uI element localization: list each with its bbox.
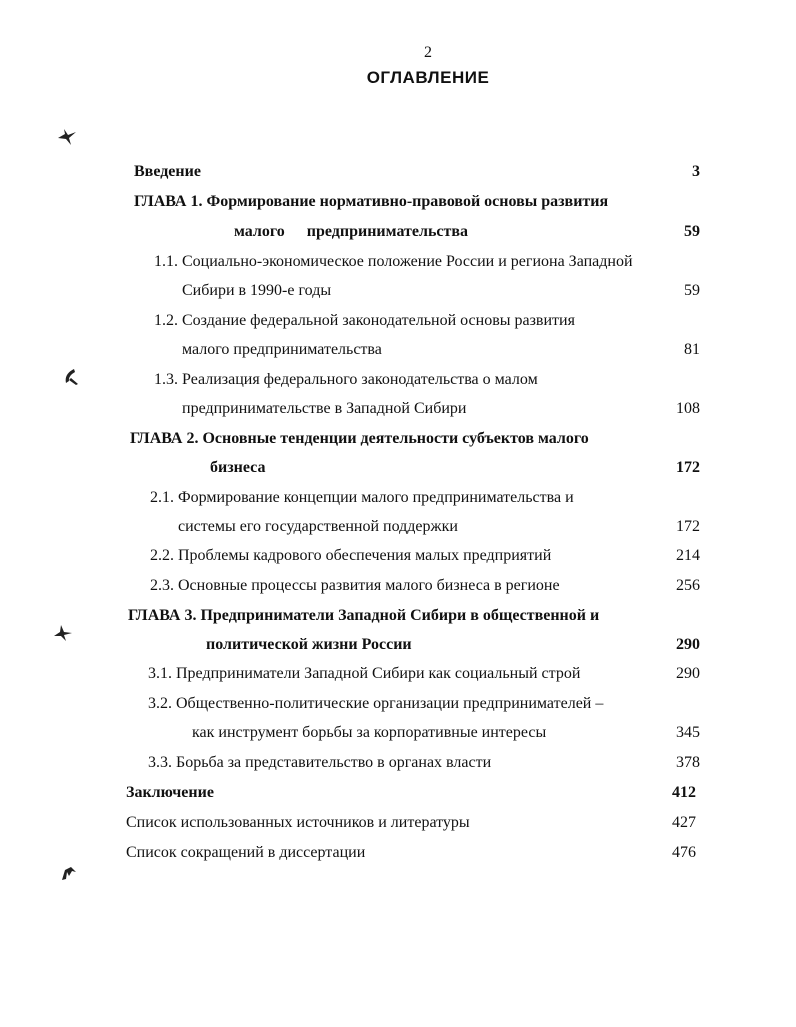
- toc-section-1-1: 1.1. Социально-экономическое положение России и региона Западной: [154, 253, 633, 270]
- toc-conclusion: Заключение: [126, 784, 214, 801]
- toc-page: 290: [676, 665, 700, 682]
- page-number: 2: [424, 44, 432, 61]
- toc-section-3-1: 3.1. Предприниматели Западной Сибири как социальный строй: [148, 665, 581, 682]
- toc-section-1-2-cont: малого предпринимательства: [182, 341, 382, 358]
- toc-page: 81: [684, 341, 700, 358]
- margin-mark-icon: [56, 126, 78, 148]
- toc-section-2-1-cont: системы его государственной поддержки: [178, 518, 458, 535]
- toc-page: 172: [676, 459, 700, 476]
- toc-chapter-3-title: ГЛАВА 3. Предприниматели Западной Сибири в общественной и: [128, 607, 600, 624]
- toc-chapter-3-title-cont: политической жизни России: [206, 636, 412, 653]
- toc-chapter-1-title: ГЛАВА 1. Формирование нормативно-правовой основы развития: [134, 193, 609, 210]
- page-title: ОГЛАВЛЕНИЕ: [366, 68, 490, 87]
- toc-section-3-2: 3.2. Общественно-политические организации предпринимателей –: [148, 695, 604, 712]
- toc-page: 290: [676, 636, 700, 653]
- toc-abbreviations: Список сокращений в диссертации: [126, 844, 366, 861]
- toc-page: 256: [676, 577, 700, 594]
- toc-chapter-1-title-cont: малого предпринимательства: [234, 223, 469, 240]
- toc-sources: Список использованных источников и литературы: [126, 814, 470, 831]
- margin-mark-icon: [52, 622, 74, 644]
- toc-page: 3: [692, 163, 700, 180]
- toc-page: 59: [684, 223, 700, 240]
- toc-page: 345: [676, 724, 700, 741]
- toc-section-2-1: 2.1. Формирование концепции малого предпринимательства и: [150, 489, 574, 506]
- toc-intro: Введение: [134, 163, 201, 180]
- toc-page: 59: [684, 282, 700, 299]
- toc-page: 476: [672, 844, 696, 861]
- toc-section-1-3-cont: предпринимательстве в Западной Сибири: [182, 400, 467, 417]
- toc-page: 378: [676, 754, 700, 771]
- toc-page: 172: [676, 518, 700, 535]
- margin-mark-icon: [60, 366, 82, 388]
- toc-section-3-3: 3.3. Борьба за представительство в органах власти: [148, 754, 492, 771]
- toc-chapter-2-title: ГЛАВА 2. Основные тенденции деятельности субъектов малого: [130, 430, 589, 447]
- toc-page: 108: [676, 400, 700, 417]
- toc-section-3-2-cont: как инструмент борьбы за корпоративные интересы: [192, 724, 547, 741]
- toc-page: 412: [672, 784, 696, 801]
- toc-page: 214: [676, 547, 700, 564]
- toc-page: 427: [672, 814, 696, 831]
- toc-section-2-2: 2.2. Проблемы кадрового обеспечения малых предприятий: [150, 547, 552, 564]
- toc-section-1-3: 1.3. Реализация федерального законодательства о малом: [154, 371, 538, 388]
- toc-chapter-2-title-cont: бизнеса: [210, 459, 266, 476]
- margin-mark-icon: [58, 862, 80, 884]
- toc-section-1-2: 1.2. Создание федеральной законодательной основы развития: [154, 312, 575, 329]
- toc-section-2-3: 2.3. Основные процессы развития малого бизнеса в регионе: [150, 577, 560, 594]
- toc-section-1-1-cont: Сибири в 1990-е годы: [182, 282, 332, 299]
